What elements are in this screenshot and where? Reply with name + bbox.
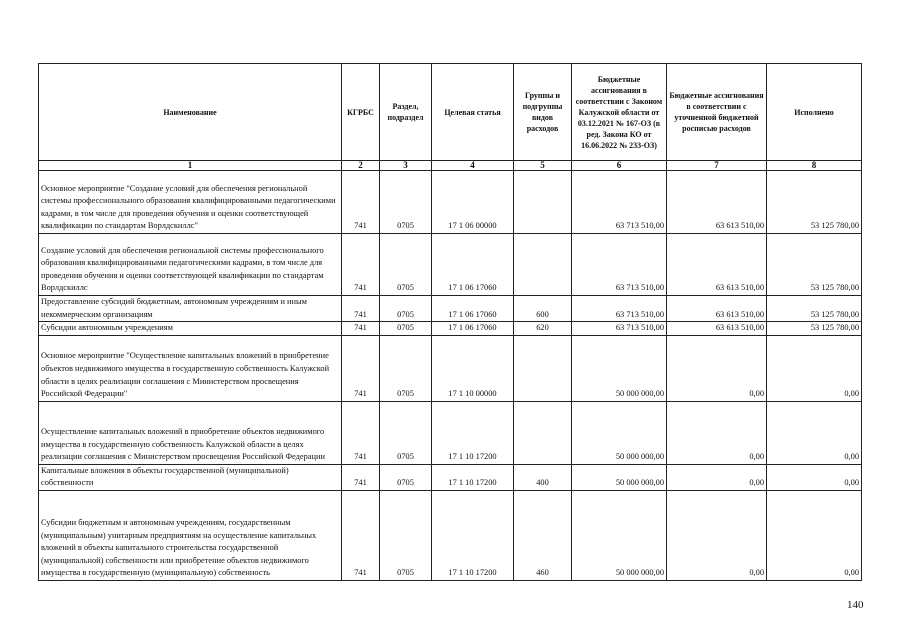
row-budget-law: 50 000 000,00 [572, 490, 667, 580]
row-section: 0705 [380, 322, 432, 336]
row-target: 17 1 06 00000 [432, 171, 514, 234]
row-executed: 53 125 780,00 [767, 171, 862, 234]
row-executed: 0,00 [767, 401, 862, 464]
row-section: 0705 [380, 464, 432, 490]
row-executed: 53 125 780,00 [767, 234, 862, 296]
row-kgrbs: 741 [342, 234, 380, 296]
table-row [39, 296, 862, 322]
table-row [39, 464, 862, 490]
row-target: 17 1 10 17200 [432, 401, 514, 464]
row-budget-law: 63 713 510,00 [572, 171, 667, 234]
row-kgrbs: 741 [342, 490, 380, 580]
row-kgrbs: 741 [342, 322, 380, 336]
row-budget-law: 63 713 510,00 [572, 296, 667, 322]
row-section: 0705 [380, 335, 432, 401]
column-number: 4 [432, 161, 514, 171]
header-section: Раздел, подраздел [380, 64, 432, 161]
column-number: 3 [380, 161, 432, 171]
column-number: 5 [514, 161, 572, 171]
column-number: 7 [667, 161, 767, 171]
row-group [514, 335, 572, 401]
row-budget-law: 50 000 000,00 [572, 335, 667, 401]
row-budget-law: 50 000 000,00 [572, 464, 667, 490]
table-row [39, 322, 862, 336]
column-number: 6 [572, 161, 667, 171]
page-number: 140 [847, 599, 864, 611]
row-section: 0705 [380, 490, 432, 580]
header-group: Группы и подгруппы видов расходов [514, 64, 572, 161]
table-row [39, 401, 862, 464]
row-name: Предоставление субсидий бюджетным, автономным учреждениям и иным некоммерческим организациям [39, 296, 342, 322]
row-budget-law: 63 713 510,00 [572, 322, 667, 336]
row-budget-refined: 63 613 510,00 [667, 171, 767, 234]
table-row [39, 335, 862, 401]
row-section: 0705 [380, 296, 432, 322]
header-target: Целевая статья [432, 64, 514, 161]
row-kgrbs: 741 [342, 296, 380, 322]
row-kgrbs: 741 [342, 335, 380, 401]
row-section: 0705 [380, 171, 432, 234]
header-budget-law: Бюджетные ассигнования в соответствии с Законом Калужской области от 03.12.2021 № 167-ОЗ (в ред. Закона КО от 16.06.2022 № 233-ОЗ) [572, 64, 667, 161]
row-budget-refined: 63 613 510,00 [667, 322, 767, 336]
column-number-row [39, 161, 862, 171]
row-executed: 53 125 780,00 [767, 296, 862, 322]
row-budget-refined: 0,00 [667, 401, 767, 464]
row-kgrbs: 741 [342, 464, 380, 490]
row-budget-refined: 0,00 [667, 490, 767, 580]
header-row [39, 64, 862, 161]
row-budget-refined: 0,00 [667, 464, 767, 490]
row-group [514, 234, 572, 296]
row-budget-refined: 0,00 [667, 335, 767, 401]
row-target: 17 1 10 17200 [432, 490, 514, 580]
header-name: Наименование [39, 64, 342, 161]
row-executed: 53 125 780,00 [767, 322, 862, 336]
row-kgrbs: 741 [342, 171, 380, 234]
row-target: 17 1 06 17060 [432, 234, 514, 296]
row-target: 17 1 06 17060 [432, 296, 514, 322]
table-row [39, 171, 862, 234]
row-name: Создание условий для обеспечения региональной системы профессионального образования квалифицированными педагогическими кадрами, в том числе для проведения обучения и оценки соответствующей квалификации по стандартам Ворлдскиллс [39, 234, 342, 296]
row-name: Субсидии бюджетным и автономным учреждениям, государственным (муниципальным) унитарным предприятиям на осуществление капитальных вложений в объекты капитального строительства государственной (муниципальной) собственности или приобретение объектов недвижимого имущества в государственную (муниципальную) собственность [39, 490, 342, 580]
row-executed: 0,00 [767, 490, 862, 580]
budget-table [38, 63, 862, 581]
row-budget-law: 50 000 000,00 [572, 401, 667, 464]
row-budget-law: 63 713 510,00 [572, 234, 667, 296]
row-section: 0705 [380, 234, 432, 296]
row-group: 620 [514, 322, 572, 336]
row-budget-refined: 63 613 510,00 [667, 296, 767, 322]
header-kgrbs: КГРБС [342, 64, 380, 161]
row-group: 400 [514, 464, 572, 490]
row-name: Основное мероприятие "Осуществление капитальных вложений в приобретение объектов недвижимого имущества в государственную собственность Калужской области в целях реализации соглашения с Министерством просвещения Российской Федерации" [39, 335, 342, 401]
row-kgrbs: 741 [342, 401, 380, 464]
row-executed: 0,00 [767, 464, 862, 490]
column-number: 1 [39, 161, 342, 171]
row-name: Основное мероприятие "Создание условий для обеспечения региональной системы профессионального образования квалифицированными педагогическими кадрами, в том числе для проведения обучения и оценки соответствующей квалификации по стандартам Ворлдскиллс" [39, 171, 342, 234]
table-row [39, 234, 862, 296]
row-group [514, 171, 572, 234]
row-executed: 0,00 [767, 335, 862, 401]
row-name: Капитальные вложения в объекты государственной (муниципальной) собственности [39, 464, 342, 490]
row-name: Субсидии автономным учреждениям [39, 322, 342, 336]
row-group [514, 401, 572, 464]
row-target: 17 1 06 17060 [432, 322, 514, 336]
row-budget-refined: 63 613 510,00 [667, 234, 767, 296]
row-target: 17 1 10 00000 [432, 335, 514, 401]
column-number: 2 [342, 161, 380, 171]
row-name: Осуществление капитальных вложений в приобретение объектов недвижимого имущества в государственную собственность Калужской области в целях реализации соглашения с Министерством просвещения Российской Федерации [39, 401, 342, 464]
row-section: 0705 [380, 401, 432, 464]
row-target: 17 1 10 17200 [432, 464, 514, 490]
header-executed: Исполнено [767, 64, 862, 161]
header-budget-refined: Бюджетные ассигнования в соответствии с уточненной бюджетной росписью расходов [667, 64, 767, 161]
column-number: 8 [767, 161, 862, 171]
row-group: 600 [514, 296, 572, 322]
table-row [39, 490, 862, 580]
row-group: 460 [514, 490, 572, 580]
